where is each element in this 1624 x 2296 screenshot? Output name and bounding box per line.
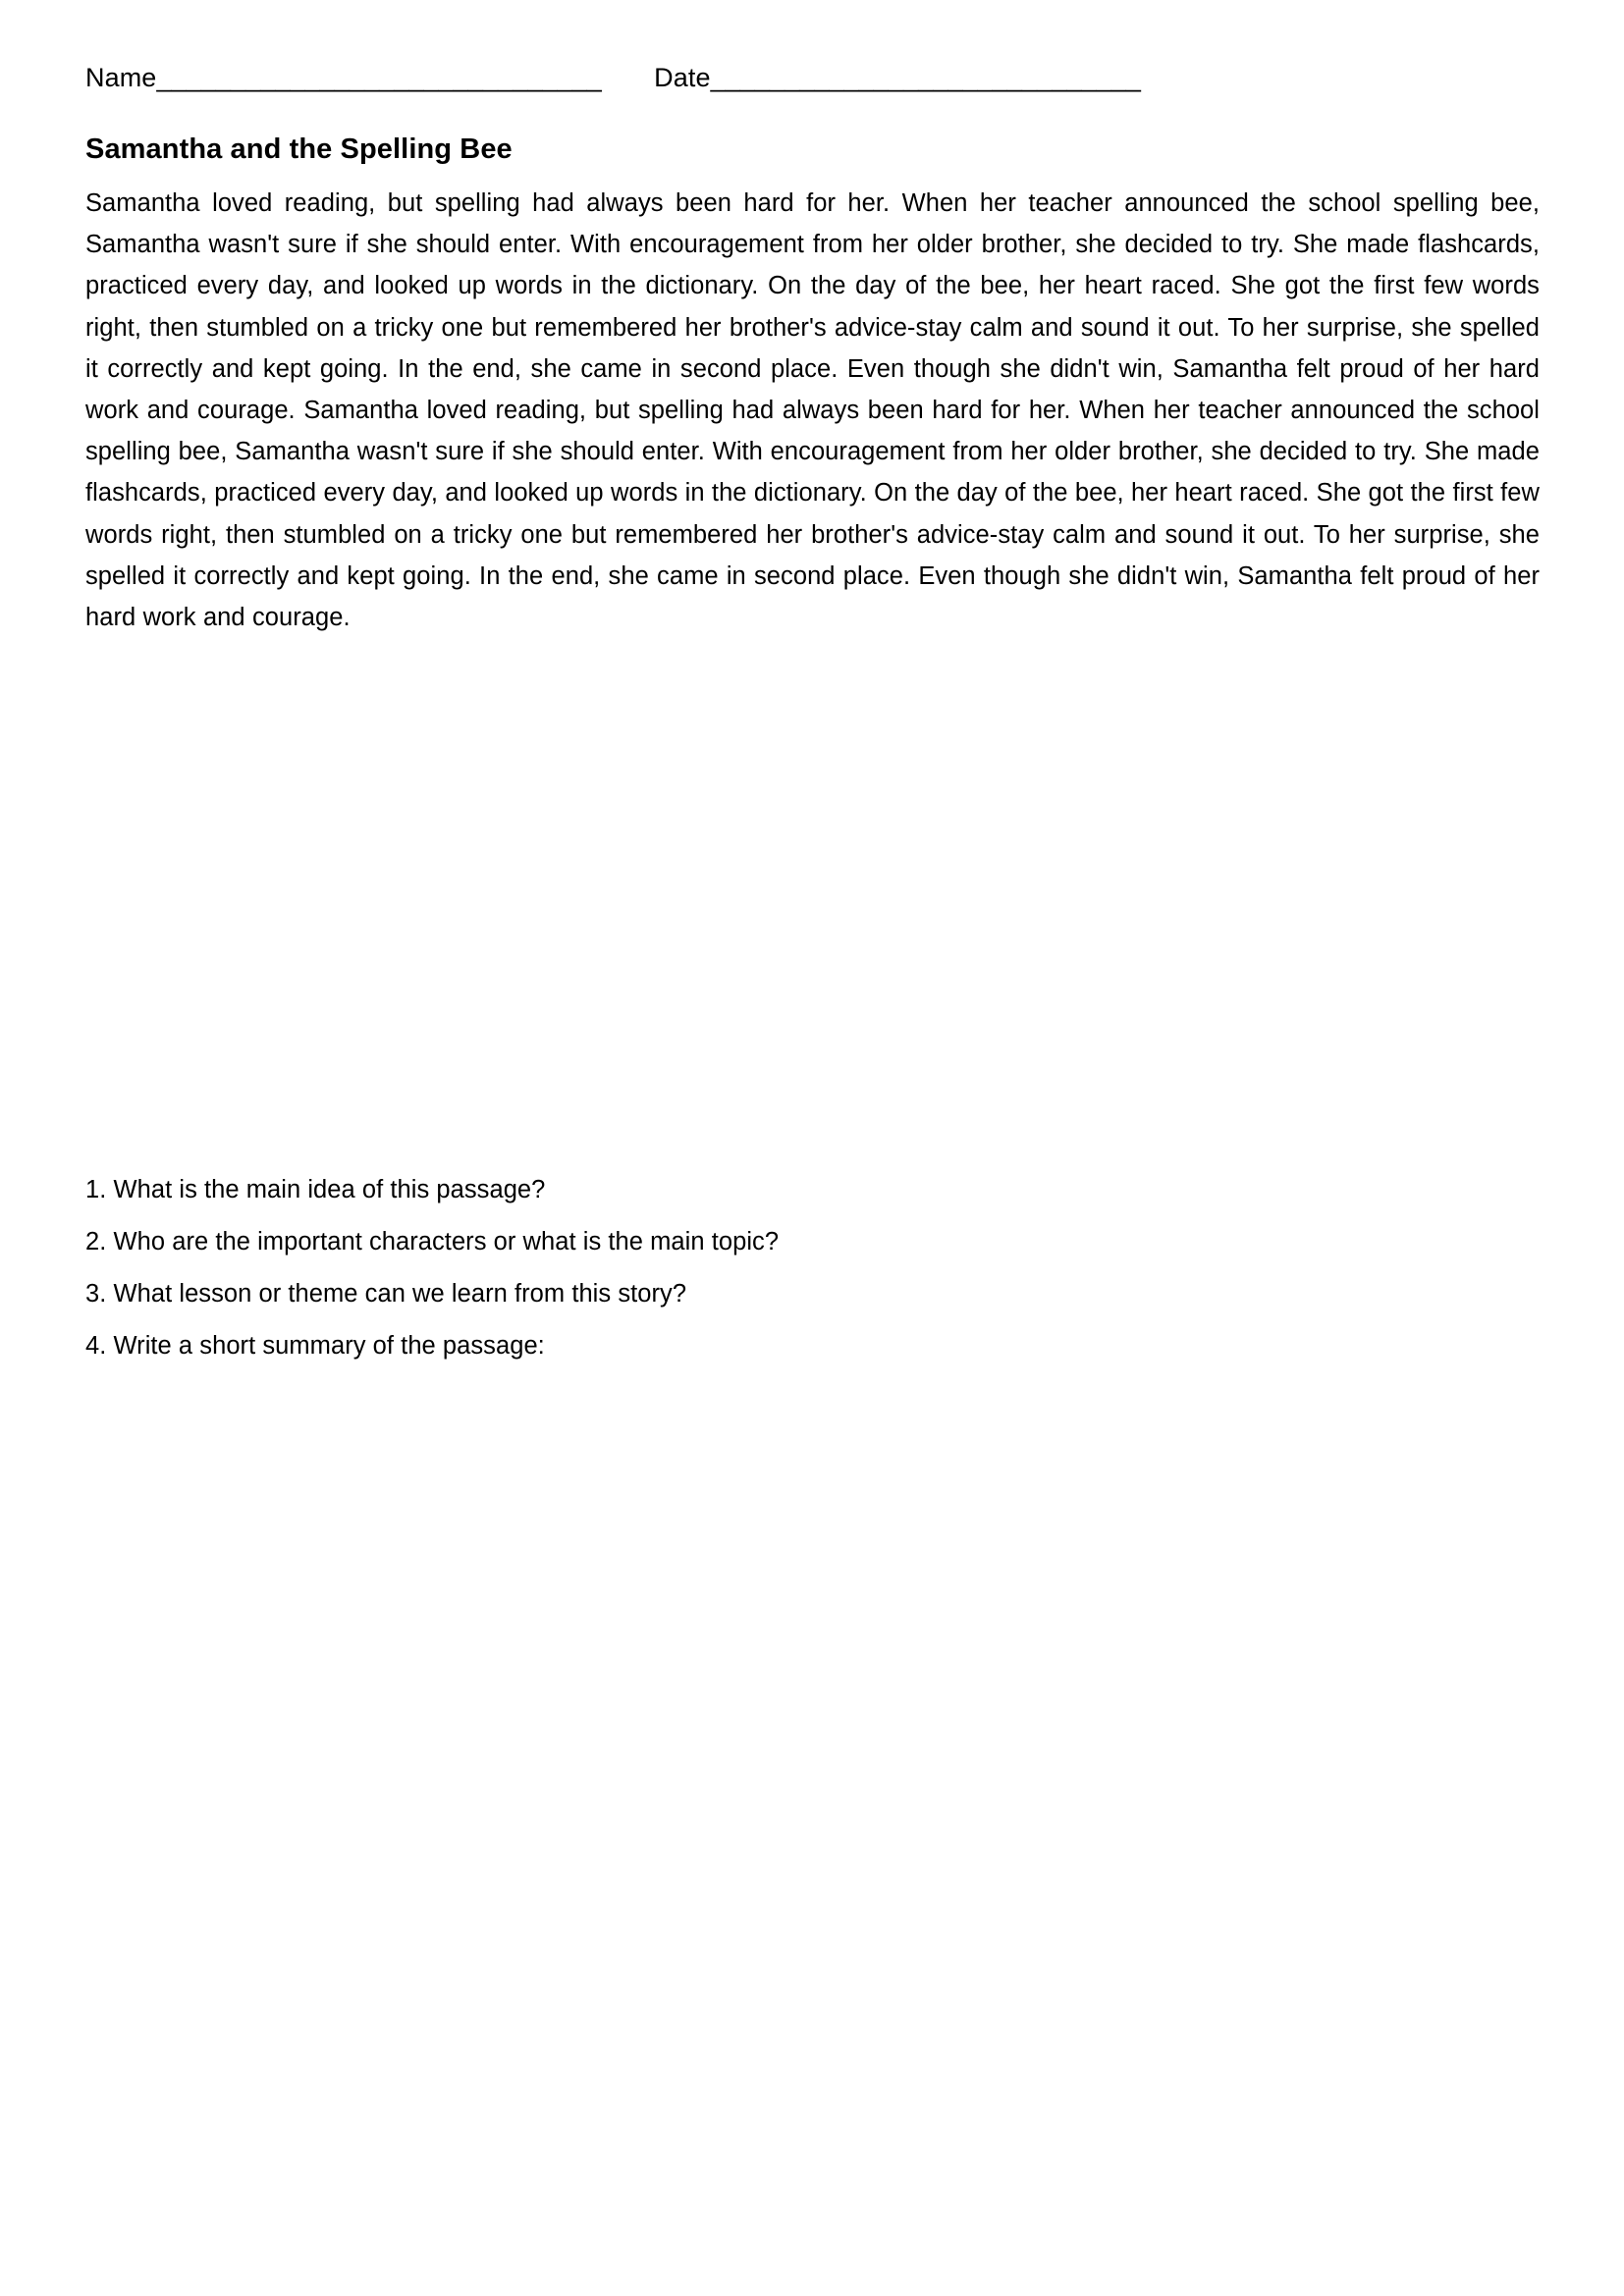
date-blank-line: _____________________________ [710,63,1141,92]
question-item: 3. What lesson or theme can we learn from this story? [85,1280,687,1308]
student-info-row [85,61,1539,94]
name-field[interactable] [85,63,602,92]
question-list [85,1174,1540,1362]
page-title: Samantha and the Spelling Bee [85,133,513,166]
date-label: Date [654,63,711,92]
question-item: 2. Who are the important characters or what is the main topic? [85,1228,780,1255]
date-field[interactable] [654,63,1141,92]
name-label: Name [85,63,157,92]
question-item: 1. What is the main idea of this passage? [85,1176,546,1203]
name-blank-line: ______________________________ [156,63,602,92]
question-item: 4. Write a short summary of the passage: [85,1332,545,1360]
answer-writing-space[interactable] [85,1394,1540,2238]
reading-passage: Samantha loved reading, but spelling had always been hard for her. When her teacher announced the school spelling bee, Samantha wasn't sure if she should enter. With encouragement from her older brother, she decided to try. She made flashcards, practiced every day, and looked up words in the dictionary. On the day of the bee, her heart raced. She got the first few words right, then stumbled on a tricky one but remembered her brother's advice-stay calm and sound it out. To her surprise, she spelled it correctly and kept going. In the end, she came in second place. Even though she didn't win, Samantha felt proud of her hard work and courage. Samantha loved reading, but spelling had always been hard for her. When her teacher announced the school spelling bee, Samantha wasn't sure if she should enter. With encouragement from her older brother, she decided to try. She made flashcards, practiced every day, and looked up words in the dictionary. On the day of the bee, her heart raced. She got the first few words right, then stumbled on a tricky one but remembered her brother's advice-stay calm and sound it out. To her surprise, she spelled it correctly and kept going. In the end, she came in second place. Even though she didn't win, Samantha felt proud of her hard work and courage. [85,189,1540,632]
